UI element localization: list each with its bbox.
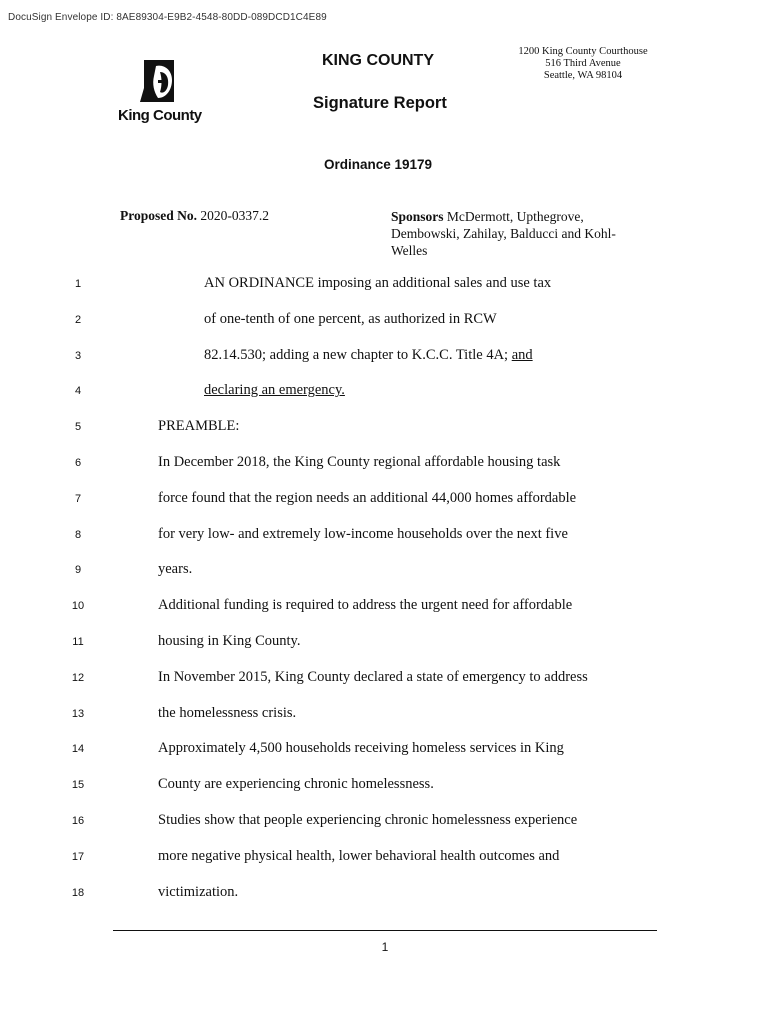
line-number: 17 bbox=[71, 850, 85, 863]
numbered-line bbox=[0, 776, 770, 800]
address-block bbox=[518, 46, 648, 82]
line-text bbox=[204, 347, 533, 364]
line-content: the homelessness crisis. bbox=[158, 704, 297, 721]
numbered-line bbox=[0, 633, 770, 657]
line-text bbox=[158, 561, 192, 578]
line-number: 4 bbox=[74, 385, 82, 398]
numbered-line bbox=[0, 884, 770, 908]
numbered-line bbox=[0, 561, 770, 585]
report-title: Signature Report bbox=[313, 94, 447, 112]
sponsors-label: Sponsors bbox=[391, 209, 444, 224]
line-text bbox=[158, 526, 568, 543]
line-text bbox=[158, 705, 296, 722]
logo-wordmark: King County bbox=[118, 107, 202, 124]
line-number: 7 bbox=[74, 492, 82, 505]
line-number: 5 bbox=[74, 421, 82, 434]
line-number: 6 bbox=[74, 457, 82, 469]
numbered-line bbox=[0, 311, 770, 335]
footer-divider bbox=[113, 930, 657, 931]
numbered-line bbox=[0, 705, 770, 729]
line-text bbox=[158, 633, 300, 650]
line-content: Studies show that people experiencing chronic homelessness experience bbox=[158, 812, 578, 828]
line-number: 16 bbox=[71, 815, 85, 827]
line-content: years. bbox=[158, 561, 193, 578]
numbered-line bbox=[0, 382, 770, 406]
line-text bbox=[158, 597, 572, 614]
line-text bbox=[158, 776, 434, 793]
line-content: AN ORDINANCE imposing an additional sales and use tax bbox=[204, 275, 552, 291]
line-number: 1 bbox=[74, 278, 82, 290]
numbered-line bbox=[0, 526, 770, 550]
line-content: force found that the region needs an additional 44,000 homes affordable bbox=[158, 489, 577, 506]
line-content: 82.14.530; adding a new chapter to K.C.C. Title 4A; bbox=[204, 346, 509, 363]
numbered-line bbox=[0, 597, 770, 621]
line-number: 14 bbox=[71, 743, 85, 756]
numbered-line bbox=[0, 275, 770, 299]
line-text bbox=[204, 275, 551, 292]
proposed-number bbox=[120, 208, 269, 224]
line-text bbox=[158, 812, 577, 829]
sponsors bbox=[391, 208, 641, 259]
numbered-line bbox=[0, 848, 770, 872]
numbered-line bbox=[0, 454, 770, 478]
numbered-line bbox=[0, 669, 770, 693]
page-number: 1 bbox=[381, 940, 389, 954]
numbered-line bbox=[0, 418, 770, 442]
line-text bbox=[158, 490, 576, 507]
sponsors-value: McDermott, Upthegrove, Dembowski, Zahilay, Balducci and Kohl-Welles bbox=[391, 209, 616, 258]
line-text bbox=[158, 669, 588, 686]
line-content: more negative physical health, lower behavioral health outcomes and bbox=[158, 847, 560, 864]
line-text bbox=[204, 311, 497, 328]
numbered-line bbox=[0, 490, 770, 514]
numbered-line bbox=[0, 812, 770, 836]
line-content: In November 2015, King County declared a state of emergency to address bbox=[158, 668, 588, 685]
line-content: of one-tenth of one percent, as authorized in RCW bbox=[204, 310, 497, 327]
line-content: Additional funding is required to address the urgent need for affordable bbox=[158, 597, 573, 614]
line-number: 10 bbox=[71, 600, 85, 613]
line-content: In December 2018, the King County regional affordable housing task bbox=[158, 454, 561, 470]
address-line: 516 Third Avenue bbox=[545, 58, 621, 69]
proposed-value: 2020-0337.2 bbox=[200, 208, 270, 223]
line-number: 12 bbox=[71, 671, 85, 684]
county-title: KING COUNTY bbox=[322, 52, 434, 69]
line-content: Approximately 4,500 households receiving homeless services in King bbox=[158, 740, 564, 757]
line-content: County are experiencing chronic homelessness. bbox=[158, 776, 434, 793]
numbered-line bbox=[0, 740, 770, 764]
line-number: 2 bbox=[74, 313, 82, 326]
ordinance-number: Ordinance 19179 bbox=[324, 157, 433, 172]
line-number: 13 bbox=[71, 707, 85, 720]
line-text bbox=[158, 740, 564, 757]
line-number: 11 bbox=[72, 636, 84, 648]
underlined-insertion: and bbox=[511, 346, 533, 363]
numbered-line bbox=[0, 347, 770, 371]
line-number: 3 bbox=[74, 349, 82, 362]
line-text bbox=[158, 454, 560, 471]
line-content: victimization. bbox=[158, 883, 239, 900]
line-number: 8 bbox=[74, 528, 82, 541]
line-text bbox=[204, 382, 345, 399]
line-text bbox=[158, 418, 239, 435]
docusign-envelope-id: DocuSign Envelope ID: 8AE89304-E9B2-4548-80DD-089DCD1C4E89 bbox=[8, 12, 327, 23]
line-number: 15 bbox=[71, 779, 85, 792]
line-content: housing in King County. bbox=[158, 633, 301, 649]
line-text bbox=[158, 848, 559, 865]
underlined-insertion: declaring an emergency. bbox=[204, 382, 345, 399]
line-text bbox=[158, 884, 238, 901]
address-line: 1200 King County Courthouse bbox=[518, 46, 648, 57]
line-content: for very low- and extremely low-income households over the next five bbox=[158, 525, 568, 542]
address-line: Seattle, WA 98104 bbox=[543, 70, 623, 81]
line-number: 9 bbox=[74, 564, 82, 577]
proposed-label: Proposed No. bbox=[120, 208, 198, 223]
line-content: PREAMBLE: bbox=[158, 418, 240, 435]
line-number: 18 bbox=[71, 886, 85, 899]
